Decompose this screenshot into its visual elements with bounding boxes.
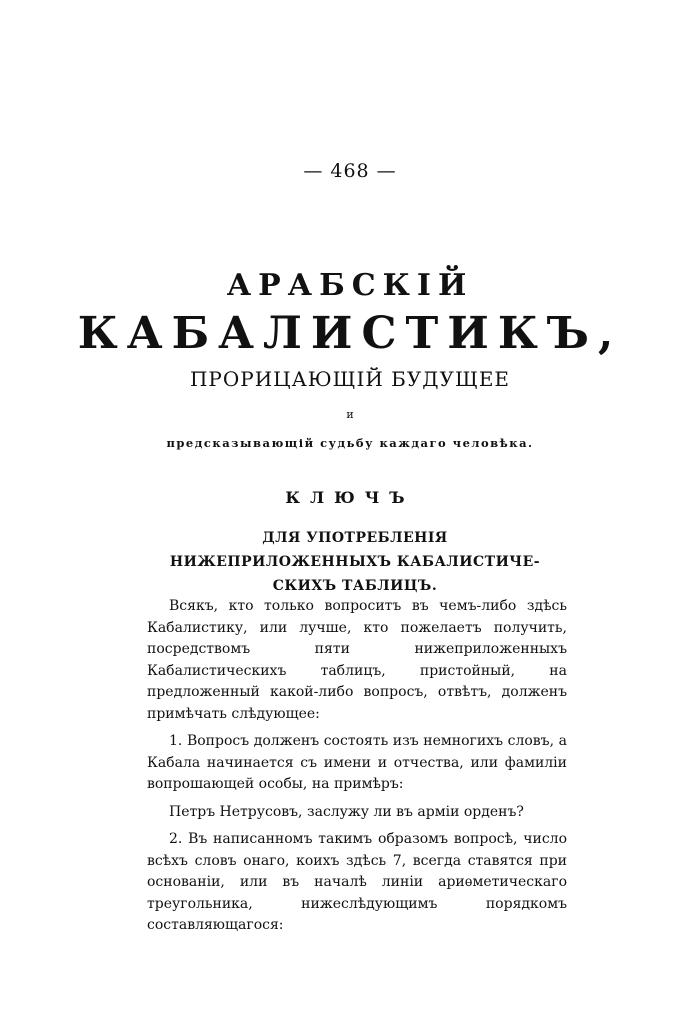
subtitle: ПРОРИЦАЮЩІЙ БУДУЩЕЕ	[189, 367, 511, 391]
page-number: — 468 —	[303, 160, 397, 182]
paragraph-1: Всякъ, кто только вопроситъ въ чемъ-либо здѣсь Кабалистику, или лучше, кто пожелаетъ получить, посредствомъ пяти нижеприложенныхъ Кабалистическихъ таблицъ, пристойный, на предложенный какой-либо вопросъ, отвѣтъ, долженъ примѣчать слѣдующее:	[147, 598, 567, 722]
paragraph-3: Петръ Нетрусовъ, заслужу ли въ арміи орденъ?	[169, 803, 524, 820]
key-heading: КЛЮЧЪ	[285, 488, 415, 507]
title-line-2: КАБАЛИСТИКЪ,	[77, 308, 623, 359]
title-line-1: АРАБСКІЙ	[226, 268, 474, 303]
body-text	[147, 596, 567, 943]
paragraph-4: 2. Въ написанномъ такимъ образомъ вопросѣ, число всѣхъ словъ онаго, коихъ здѣсь 7, всегда ставятся при основаніи, или въ началѣ линіи ариѳметическаго треугольника, нижеслѣдующимъ порядкомъ составляющагося:	[147, 831, 567, 933]
subline: предсказывающій судьбу каждаго человѣка.	[166, 436, 534, 450]
section-title: ДЛЯ УПОТРЕБЛЕНІЯ НИЖЕПРИЛОЖЕННЫХЪ КАБАЛИСТИЧЕ-СКИХЪ ТАБЛИЦЪ.	[169, 530, 541, 594]
conjunction: и	[346, 408, 354, 421]
paragraph-2: 1. Вопросъ долженъ состоять изъ немногихъ словъ, а Кабала начинается съ имени и отчества, или фамиліи вопрошающей особы, на примѣръ:	[147, 733, 567, 792]
